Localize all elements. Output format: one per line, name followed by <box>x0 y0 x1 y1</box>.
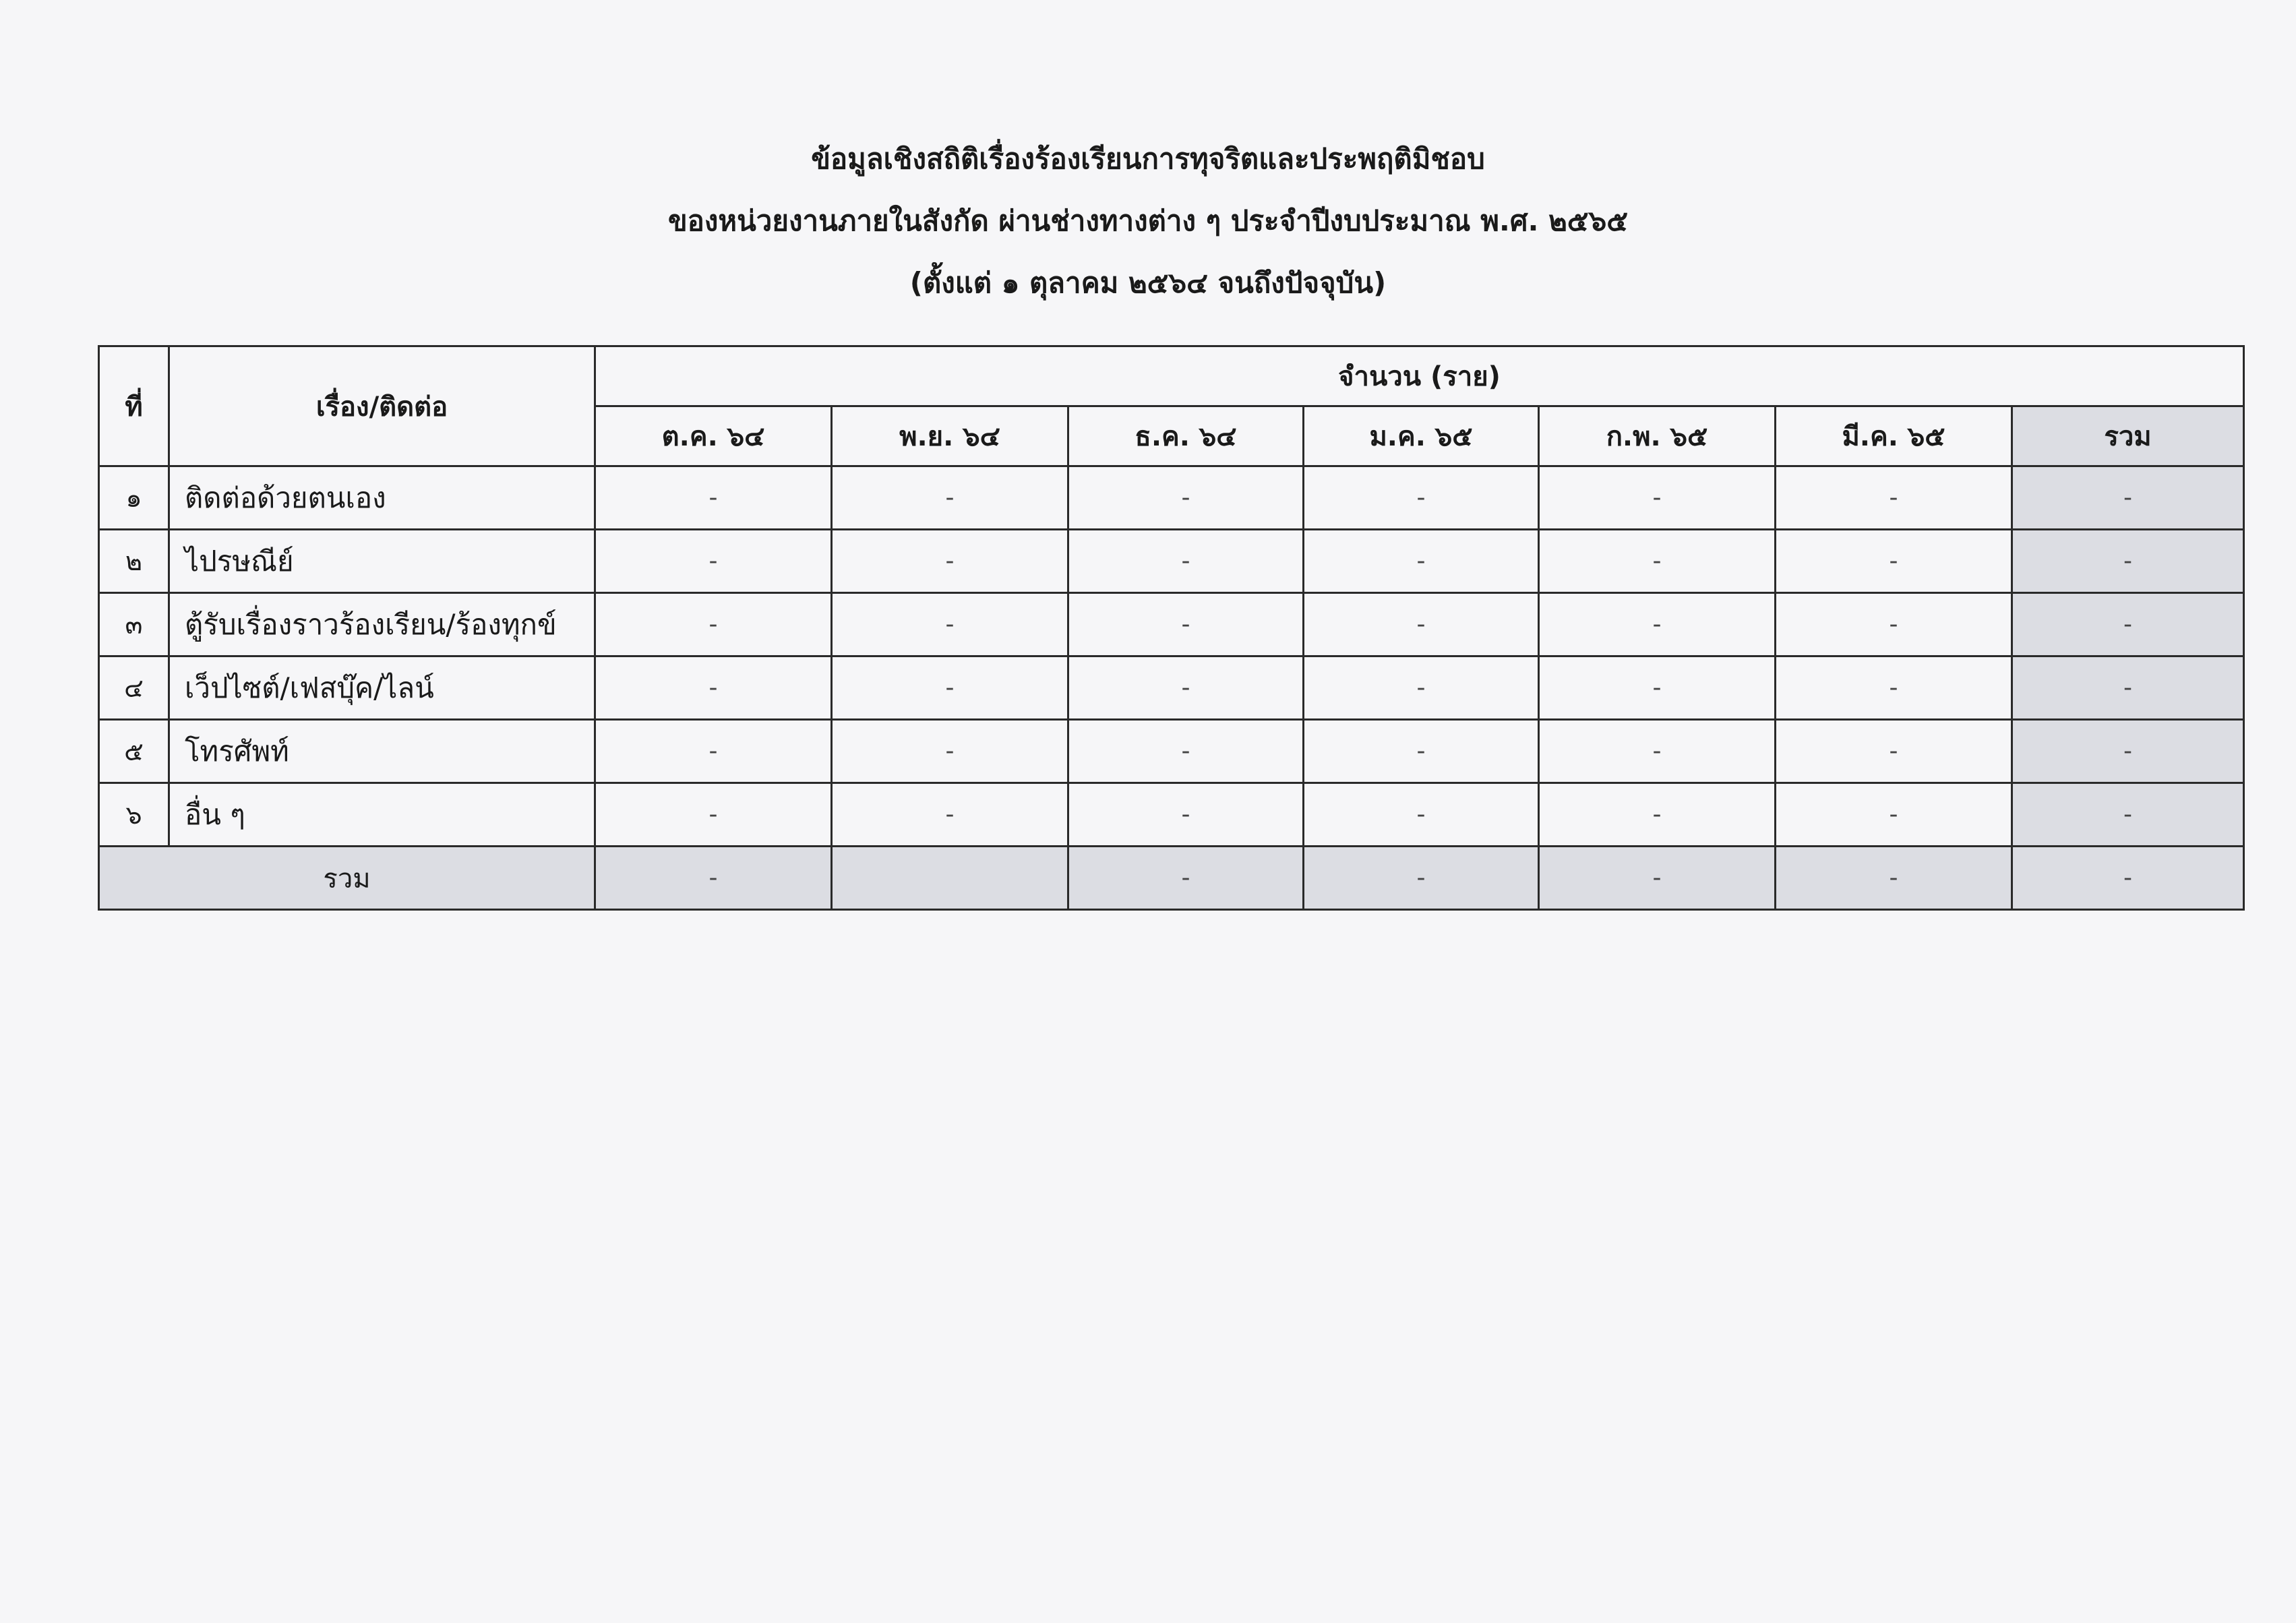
document-title: ข้อมูลเชิงสถิติเรื่องร้องเรียนการทุจริตและประพฤติมิชอบ <box>811 142 1485 175</box>
row-topic: เว็ปไซต์/เฟสบุ๊ค/ไลน์ <box>169 656 595 720</box>
row-value: - <box>595 656 832 720</box>
row-value: - <box>832 530 1068 593</box>
row-value: - <box>1539 720 1776 783</box>
row-value: - <box>1539 466 1776 530</box>
row-topic: ติดต่อด้วยตนเอง <box>169 466 595 530</box>
row-total: - <box>2012 783 2244 847</box>
row-value: - <box>1068 720 1304 783</box>
row-value: - <box>1539 783 1776 847</box>
row-value: - <box>1304 530 1539 593</box>
header-total: รวม <box>2012 406 2244 466</box>
row-value: - <box>1776 783 2012 847</box>
row-value: - <box>595 466 832 530</box>
total-row-value: - <box>1304 847 1539 910</box>
row-topic: อื่น ๆ <box>169 783 595 847</box>
row-value: - <box>1539 656 1776 720</box>
row-value: - <box>1776 466 2012 530</box>
row-value: - <box>1304 783 1539 847</box>
table-header <box>99 346 2244 466</box>
row-total: - <box>2012 593 2244 656</box>
complaint-statistics-table <box>98 345 2245 911</box>
row-total: - <box>2012 656 2244 720</box>
row-value: - <box>1304 593 1539 656</box>
row-value: - <box>595 593 832 656</box>
document-header <box>0 128 2296 314</box>
header-month: ต.ค. ๖๔ <box>595 406 832 466</box>
header-month: ธ.ค. ๖๔ <box>1068 406 1304 466</box>
row-value: - <box>1776 720 2012 783</box>
header-topic: เรื่อง/ติดต่อ <box>169 346 595 466</box>
row-value: - <box>1068 466 1304 530</box>
table-body <box>99 466 2244 910</box>
row-number: ๖ <box>99 783 169 847</box>
row-number: ๓ <box>99 593 169 656</box>
row-value: - <box>595 530 832 593</box>
row-value: - <box>1304 720 1539 783</box>
document-subtitle: ของหน่วยงานภายในสังกัด ผ่านช่างทางต่าง ๆ ประจำปีงบประมาณ พ.ศ. ๒๕๖๕ <box>667 204 1629 237</box>
table-total-row <box>99 847 2244 910</box>
total-row-value <box>832 847 1068 910</box>
header-month: มี.ค. ๖๕ <box>1776 406 2012 466</box>
row-value: - <box>1068 783 1304 847</box>
row-total: - <box>2012 466 2244 530</box>
row-value: - <box>595 720 832 783</box>
row-value: - <box>1068 656 1304 720</box>
row-topic: ตู้รับเรื่องราวร้องเรียน/ร้องทุกข์ <box>169 593 595 656</box>
row-total: - <box>2012 530 2244 593</box>
row-value: - <box>832 466 1068 530</box>
total-row-grand-total: - <box>2012 847 2244 910</box>
row-value: - <box>1304 656 1539 720</box>
total-row-label: รวม <box>99 847 595 910</box>
total-row-value: - <box>1539 847 1776 910</box>
row-value: - <box>832 720 1068 783</box>
row-value: - <box>1304 466 1539 530</box>
table-row <box>99 466 2244 530</box>
row-value: - <box>1776 593 2012 656</box>
header-row-group <box>99 346 2244 406</box>
row-number: ๒ <box>99 530 169 593</box>
header-month: ก.พ. ๖๕ <box>1539 406 1776 466</box>
row-value: - <box>1539 530 1776 593</box>
row-topic: โทรศัพท์ <box>169 720 595 783</box>
row-value: - <box>1068 530 1304 593</box>
header-no: ที่ <box>99 346 169 466</box>
total-row-value: - <box>1068 847 1304 910</box>
row-topic: ไปรษณีย์ <box>169 530 595 593</box>
row-value: - <box>832 783 1068 847</box>
header-month: ม.ค. ๖๕ <box>1304 406 1539 466</box>
table-row <box>99 530 2244 593</box>
row-value: - <box>1539 593 1776 656</box>
row-number: ๕ <box>99 720 169 783</box>
total-row-value: - <box>1776 847 2012 910</box>
header-count-group: จำนวน (ราย) <box>595 346 2244 406</box>
table-row <box>99 720 2244 783</box>
header-month: พ.ย. ๖๔ <box>832 406 1068 466</box>
row-total: - <box>2012 720 2244 783</box>
table-row <box>99 783 2244 847</box>
row-value: - <box>832 593 1068 656</box>
document-date-range: (ตั้งแต่ ๑ ตุลาคม ๒๕๖๔ จนถึงปัจจุบัน) <box>909 266 1387 299</box>
row-value: - <box>832 656 1068 720</box>
row-value: - <box>1776 530 2012 593</box>
total-row-value: - <box>595 847 832 910</box>
row-value: - <box>1068 593 1304 656</box>
table-row <box>99 656 2244 720</box>
row-number: ๑ <box>99 466 169 530</box>
row-value: - <box>595 783 832 847</box>
row-value: - <box>1776 656 2012 720</box>
row-number: ๔ <box>99 656 169 720</box>
table-row <box>99 593 2244 656</box>
